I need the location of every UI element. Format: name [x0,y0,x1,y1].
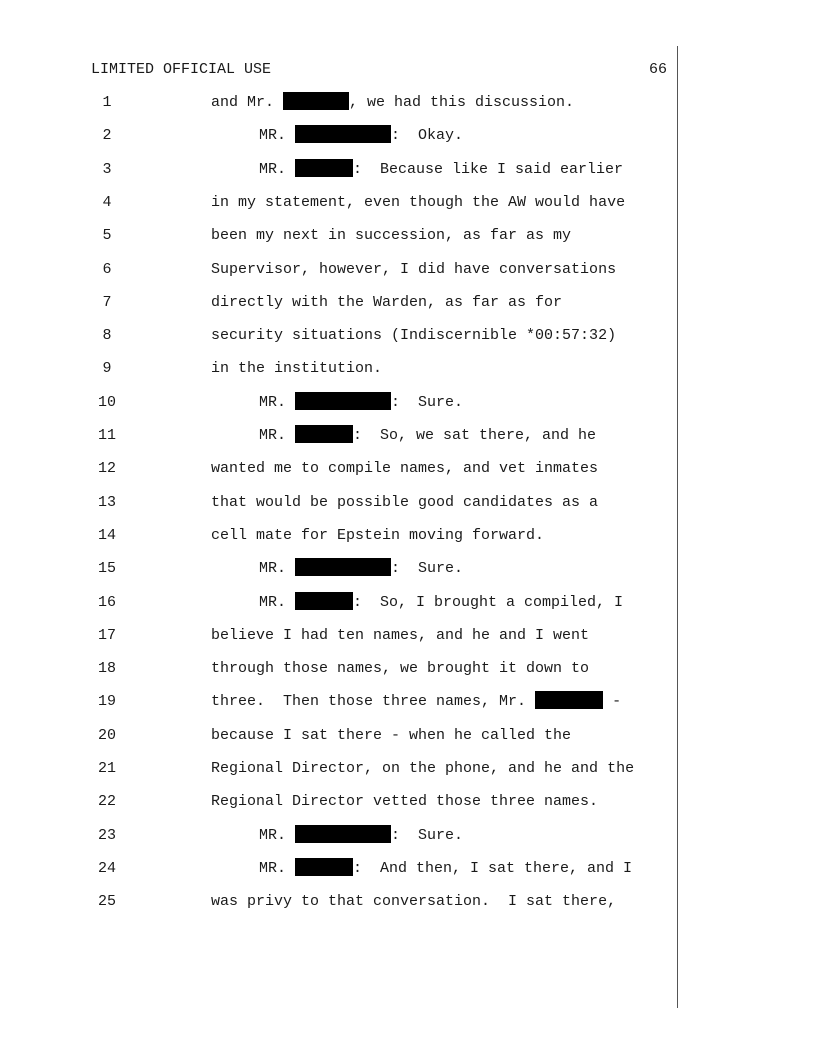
classification-label: LIMITED OFFICIAL USE [91,61,272,78]
line-text-segment: through those names, we brought it down to [211,660,590,678]
line-number: 15 [97,560,116,578]
line-text [211,658,589,680]
page-header [91,60,667,80]
line-number: 13 [97,493,116,511]
redaction-bar [295,392,391,410]
line-text-segment: MR. [259,160,296,178]
line-text-segment: in the institution. [211,360,383,378]
line-text-segment: : So, I brought a compiled, I [353,593,624,611]
line-text [211,691,621,713]
line-text [259,125,463,147]
line-text [211,292,562,314]
line-text [211,791,598,813]
line-text-segment: : And then, I sat there, and I [353,859,633,877]
line-number: 1 [102,94,112,111]
line-text-segment: that would be possible good candidates as a [211,493,599,511]
line-text-segment: was privy to that conversation. I sat there, [211,893,617,911]
redaction-bar [535,691,603,709]
line-text [211,358,382,380]
line-number: 6 [102,260,112,278]
line-text [259,392,463,414]
line-text-segment: MR. [259,427,296,444]
line-text-segment: three. Then those three names, Mr. [211,693,536,711]
redaction-bar [295,825,391,843]
line-text-segment: directly with the Warden, as far as for [211,293,563,311]
line-number: 18 [97,660,116,678]
line-number: 22 [97,793,116,811]
line-text-segment: Regional Director vetted those three names. [211,793,599,811]
redaction-bar [283,92,349,110]
line-text-segment: Regional Director, on the phone, and he and the [211,760,635,777]
line-text-segment: MR. [259,560,296,578]
line-number: 10 [97,393,116,411]
redaction-bar [295,425,353,443]
line-text-segment: Supervisor, however, I did have conversations [211,260,617,278]
line-text-segment: MR. [259,593,296,611]
page-number: 66 [648,61,667,78]
line-number: 3 [102,160,112,178]
right-margin-rule [677,46,678,1008]
line-number: 14 [97,526,116,544]
line-number: 25 [97,893,116,911]
line-number: 4 [102,193,112,211]
line-number: 2 [102,127,112,145]
line-text [259,858,632,880]
line-number: 8 [102,327,112,345]
line-text [211,725,571,747]
line-text [211,891,616,913]
line-text-segment: wanted me to compile names, and vet inmates [211,460,599,478]
line-text-segment: - [603,693,622,711]
line-text [211,458,598,480]
line-text [211,625,589,647]
line-number: 20 [97,726,116,744]
line-text [259,425,596,447]
redaction-bar [295,592,353,610]
line-number: 23 [97,826,116,844]
line-number: 12 [97,460,116,478]
line-text-segment: : Okay. [391,127,464,145]
line-number: 9 [102,360,112,378]
line-text [259,825,463,847]
line-text [259,558,463,580]
line-text [211,92,574,114]
line-text [211,525,544,547]
line-text [211,259,616,281]
line-text-segment: MR. [259,826,296,844]
line-text [211,758,634,780]
line-text-segment: : So, we sat there, and he [353,427,597,444]
line-number: 19 [97,693,116,711]
line-text-segment: : Sure. [391,560,464,578]
line-text [211,325,616,347]
line-number: 16 [97,593,116,611]
line-text-segment: cell mate for Epstein moving forward. [211,526,545,544]
line-text-segment: because I sat there - when he called the [211,726,572,744]
line-number: 24 [97,859,116,877]
line-number: 11 [97,427,116,444]
line-text-segment: : Because like I said earlier [353,160,624,178]
line-text-segment: , we had this discussion. [349,94,575,111]
line-text [211,192,625,214]
line-number: 21 [97,760,116,777]
line-text [211,492,598,514]
line-text-segment: been my next in succession, as far as my [211,227,572,245]
line-text-segment: MR. [259,859,296,877]
line-text-segment: MR. [259,127,296,145]
line-text-segment: : Sure. [391,826,464,844]
line-text-segment: and Mr. [211,94,284,111]
line-text-segment: : Sure. [391,393,464,411]
line-text-segment: MR. [259,393,296,411]
line-text [259,159,623,181]
line-text [211,225,571,247]
redaction-bar [295,125,391,143]
redaction-bar [295,159,353,177]
line-text [259,592,623,614]
redaction-bar [295,558,391,576]
line-number: 7 [102,293,112,311]
line-number: 5 [102,227,112,245]
line-text-segment: security situations (Indiscernible *00:57:32) [211,327,617,345]
line-text-segment: believe I had ten names, and he and I went [211,626,590,644]
line-number: 17 [97,626,116,644]
redaction-bar [295,858,353,876]
line-text-segment: in my statement, even though the AW would have [211,193,626,211]
